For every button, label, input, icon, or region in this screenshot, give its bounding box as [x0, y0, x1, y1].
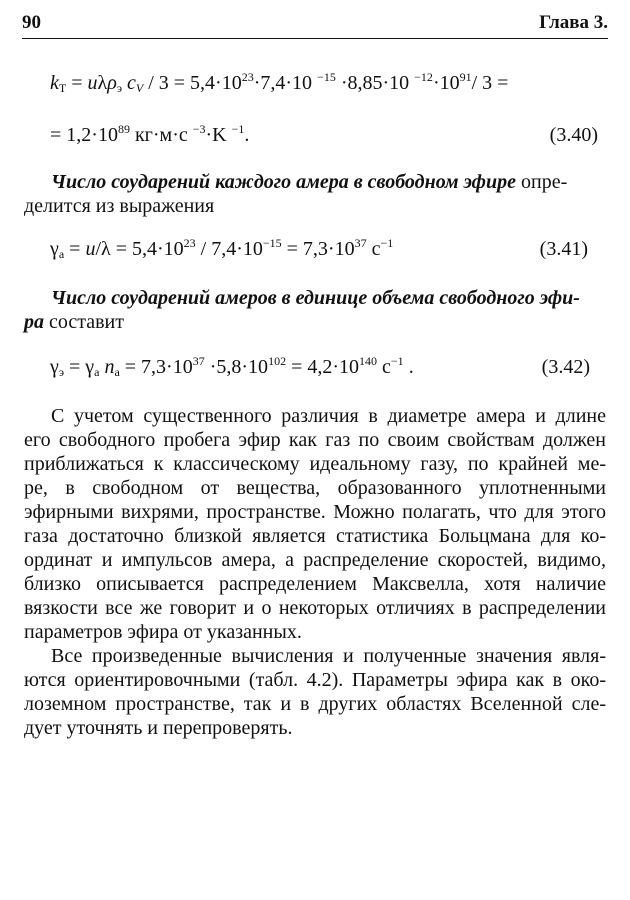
paragraph-line: параметров эфира от указанных.	[24, 621, 302, 643]
paragraph-volume-collisions	[24, 286, 606, 334]
paragraph-line: дует уточнять и перепроверять.	[24, 717, 293, 739]
equation-number-3-40: (3.40)	[549, 124, 598, 146]
equation-3-42-text: $\gamma_э = \gamma_а$ $n_а = 7,3\cdot 10^{37} \cdot 5,8\cdot 10^{102} = 4,2\cdot 10^{140}$ $с^{-1}$ .	[50, 354, 414, 379]
equation-3-42	[50, 356, 598, 379]
paragraph-collision-count	[24, 170, 606, 218]
paragraph-line: лоземном пространстве, так и в других областях Вселенной сле-	[24, 693, 606, 715]
paragraph-conclusion	[24, 644, 606, 740]
paragraph-lead-bold: Число соударений каждого амера в свободном эфире	[51, 171, 516, 193]
paragraph-line: Все произведенные вычисления и полученные значения явля-	[51, 645, 606, 667]
paragraph-line: приближаться к классическому идеальному газу, по крайней ме-	[24, 453, 606, 475]
equation-3-41	[50, 238, 598, 261]
paragraph-text: опре-	[516, 171, 568, 193]
paragraph-line: С учетом существенного различия в диаметре амера и длине	[51, 405, 606, 427]
paragraph-lead-bold: Число соударений амеров в единице объема свободного эфи-	[51, 287, 580, 309]
equation-3-40-line2	[50, 124, 598, 147]
page-header	[22, 10, 608, 39]
chapter-title: Глава 3.	[539, 12, 608, 33]
paragraph-line: его свободного пробега эфир как газ по своим свойствам должен	[24, 429, 606, 451]
equation-3-40-line1-text: $k_T = u\lambda\rho_э$ $c_V / 3 = 5,4\cdot 10^{23}\cdot 7,4\cdot 10$ $^{-15}$ ·8,85·10 $^{-12}\cdot 10^{91}/$ 3 =	[50, 70, 509, 95]
paragraph-lead-bold: ра	[24, 311, 44, 333]
paragraph-line: эфирными вихрями, пространстве. Можно полагать, что для этого	[24, 501, 606, 523]
paragraph-line: близко описывается распределением Максвелла, хотя наличие	[24, 573, 606, 595]
paragraph-line: ются ориентировочными (табл. 4.2). Параметры эфира как в око-	[24, 669, 606, 691]
paragraph-line: газа достаточно близкой является статистика Больцмана для ко-	[24, 525, 606, 547]
page-number: 90	[22, 12, 41, 33]
paragraph-text: делится из выражения	[24, 195, 215, 217]
equation-3-40-line1	[50, 72, 598, 95]
equation-number-3-42: (3.42)	[541, 356, 590, 378]
paragraph-line: ординат и импульсов амера, а распределение скоростей, видимо,	[24, 549, 606, 571]
paragraph-line: вязкости все же говорит и о некоторых отличиях в распределении	[24, 597, 606, 619]
paragraph-line: ре, в свободном от вещества, образованного уплотненными	[24, 477, 606, 499]
paragraph-ideal-gas	[24, 404, 606, 644]
equation-3-41-text: $\gamma_а = u/\lambda = 5,4\cdot 10^{23} / 7,4\cdot 10^{-15} = 7,3\cdot 10^{37}$ $с^{-1}$	[50, 236, 394, 261]
equation-number-3-41: (3.41)	[539, 238, 588, 260]
paragraph-text: составит	[44, 311, 124, 333]
equation-3-40-line2-text: = $1,2\cdot 10^{89}$ кг·м·с $^{-3}$·K $^{-1}$.	[50, 122, 250, 146]
